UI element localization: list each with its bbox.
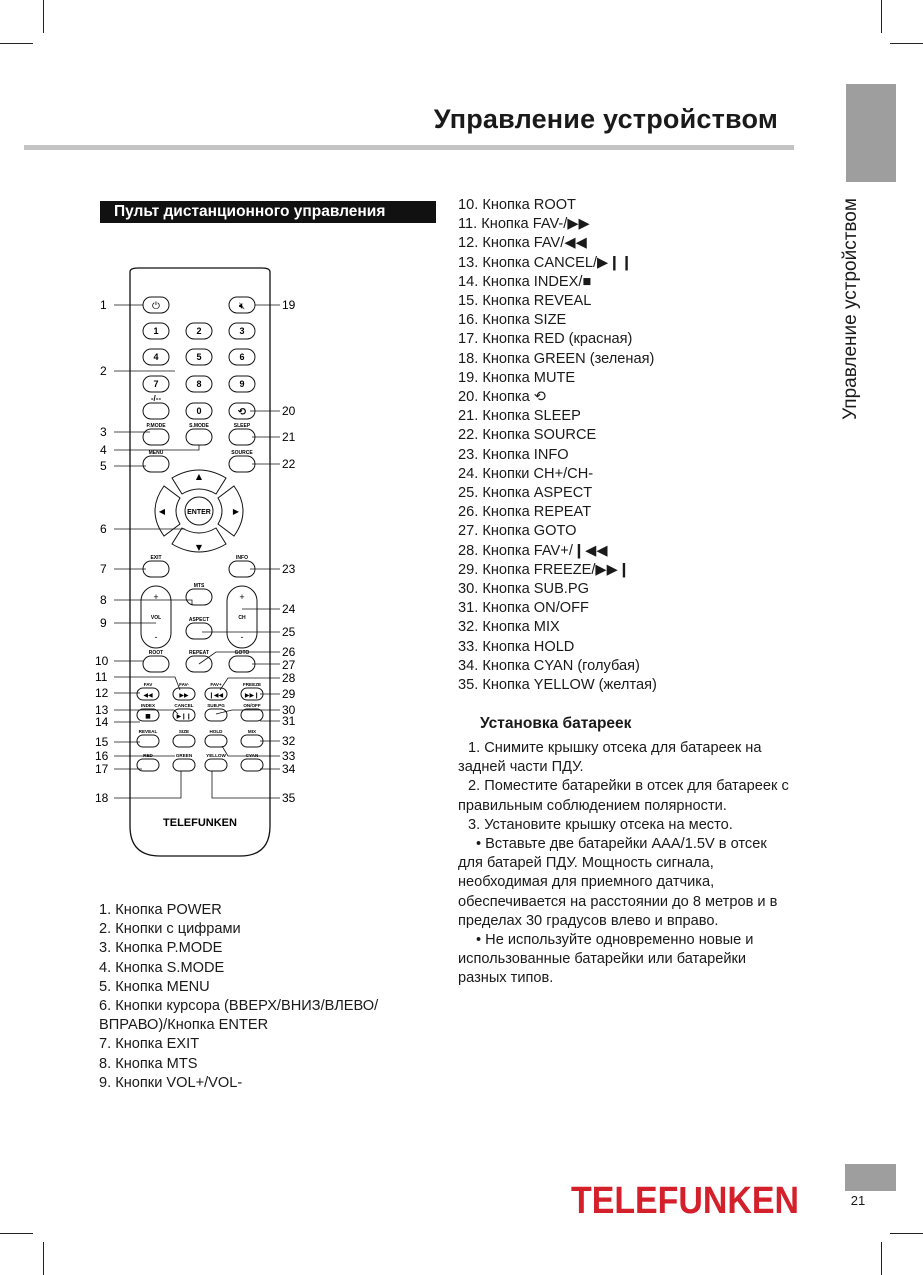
svg-text:12: 12 (95, 686, 109, 700)
exit-button (143, 561, 169, 577)
svg-text:14: 14 (95, 715, 109, 729)
side-tab (846, 84, 896, 182)
label-repeat: REPEAT (189, 650, 209, 656)
pmode-button (143, 429, 169, 445)
digit-8: 8 (196, 379, 202, 389)
svg-text:5: 5 (100, 459, 107, 473)
list-item: 5. Кнопка MENU (99, 978, 210, 995)
svg-text:18: 18 (95, 791, 109, 805)
right-arrow-icon: ▶ (232, 507, 240, 516)
crop-mark (43, 0, 44, 33)
svg-text:REVEAL: REVEAL (138, 729, 158, 734)
goto-button (229, 656, 255, 672)
digit-dash: -/-- (150, 394, 162, 403)
svg-text:MIX: MIX (247, 729, 257, 734)
side-tab-label: Управление устройством (840, 198, 861, 420)
svg-text:31: 31 (282, 714, 296, 728)
crop-mark (881, 0, 882, 33)
list-item: 14. Кнопка INDEX/■ (458, 273, 592, 290)
note-2: • Не используйте одновременно новые и использованные батарейки или батарейки разных типов. (458, 932, 754, 987)
down-arrow-icon: ▼ (195, 543, 203, 552)
list-item: 35. Кнопка YELLOW (желтая) (458, 677, 657, 694)
sleep-button (229, 429, 255, 445)
note-1: • Вставьте две батарейки AAA/1.5V в отсек для батарей ПДУ. Мощность сигнала, необходимая для приемного датчика, обеспечивается на расстоянии до 8 метров и в пределах 30 градусов влево и вправо. (458, 836, 778, 929)
svg-text:4: 4 (100, 443, 107, 457)
crop-mark (43, 1242, 44, 1275)
list-item: 10. Кнопка ROOT (458, 197, 576, 213)
label-info: INFO (236, 555, 248, 561)
aspect-button (186, 623, 212, 639)
svg-text:23: 23 (282, 562, 296, 576)
svg-text:FREEZE: FREEZE (242, 682, 262, 687)
button-list-right (458, 196, 818, 695)
crop-mark (0, 43, 33, 44)
power-icon: ⏻ (152, 301, 160, 312)
digit-9: 9 (239, 379, 245, 389)
svg-text:+: + (153, 592, 159, 602)
step-3: 3. Установите крышку отсека на место. (468, 816, 733, 833)
crop-mark (890, 43, 923, 44)
list-item: 15. Кнопка REVEAL (458, 293, 592, 310)
source-button (229, 456, 255, 472)
label-enter: ENTER (187, 509, 211, 516)
remote-control-illustration (90, 266, 310, 860)
menu-button (143, 456, 169, 472)
label-source: SOURCE (231, 450, 253, 456)
svg-text:21: 21 (282, 430, 296, 444)
digit-1: 1 (153, 326, 159, 336)
label-goto: GOTO (234, 650, 250, 656)
svg-text:32: 32 (282, 734, 296, 748)
crop-mark (881, 1242, 882, 1275)
svg-text:+: + (239, 592, 245, 602)
list-item: 1. Кнопка POWER (99, 902, 222, 918)
list-item: 26. Кнопка REPEAT (458, 504, 592, 521)
svg-text:26: 26 (282, 645, 296, 659)
svg-text:10: 10 (95, 654, 109, 668)
list-item: 3. Кнопка P.MODE (99, 940, 223, 957)
svg-text:29: 29 (282, 687, 296, 701)
svg-text:1: 1 (100, 298, 107, 312)
list-item: 17. Кнопка RED (красная) (458, 331, 633, 348)
list-item: 16. Кнопка SIZE (458, 312, 567, 329)
list-item: 23. Кнопка INFO (458, 446, 569, 463)
title-rule (24, 145, 794, 150)
svg-text:30: 30 (282, 703, 296, 717)
svg-text:SUB.PG: SUB.PG (207, 703, 225, 708)
digit-7: 7 (153, 379, 159, 389)
svg-text:34: 34 (282, 762, 296, 776)
list-item: 27. Кнопка GOTO (458, 523, 577, 540)
svg-text:6: 6 (100, 522, 107, 536)
svg-text:FAV+: FAV+ (210, 682, 222, 687)
smode-button (186, 429, 212, 445)
svg-text:17: 17 (95, 762, 109, 776)
svg-text:YELLOW: YELLOW (206, 753, 226, 758)
list-item: 7. Кнопка EXIT (99, 1036, 200, 1053)
svg-text:◀◀: ◀◀ (143, 692, 153, 699)
svg-text:▶❙❙: ▶❙❙ (176, 713, 192, 720)
svg-text:RED: RED (143, 753, 153, 758)
svg-text:TELEFUNKEN: TELEFUNKEN (571, 1180, 799, 1222)
label-aspect: ASPECT (188, 617, 210, 623)
label-vol: VOL (150, 615, 162, 621)
list-item: 2. Кнопки с цифрами (99, 921, 241, 938)
svg-text:15: 15 (95, 735, 109, 749)
digit-0: 0 (196, 406, 202, 416)
label-mts: MTS (193, 583, 205, 589)
list-item: 33. Кнопка HOLD (458, 638, 575, 655)
svg-text:■: ■ (145, 713, 151, 720)
svg-text:ON/OFF: ON/OFF (243, 703, 261, 708)
svg-text:20: 20 (282, 404, 296, 418)
label-exit: EXIT (150, 555, 162, 561)
list-item: 12. Кнопка FAV/◀◀ (458, 235, 587, 252)
step-1: 1. Снимите крышку отсека для батареек на задней части ПДУ. (458, 740, 762, 776)
digit-2: 2 (196, 326, 202, 336)
svg-text:8: 8 (100, 593, 107, 607)
digit-4: 4 (153, 352, 159, 362)
label-sleep: SLEEP (233, 423, 251, 429)
svg-text:-: - (154, 632, 158, 642)
right-callout-numbers (282, 298, 296, 805)
mts-button (186, 589, 212, 605)
svg-text:9: 9 (100, 616, 107, 630)
list-item: 9. Кнопки VOL+/VOL- (99, 1074, 243, 1091)
svg-text:28: 28 (282, 671, 296, 685)
remote-brand: TELEFUNKEN (163, 817, 237, 829)
crop-mark (0, 1233, 33, 1234)
svg-text:19: 19 (282, 298, 296, 312)
svg-text:FAV: FAV (143, 682, 153, 687)
svg-text:-: - (240, 632, 244, 642)
svg-text:22: 22 (282, 457, 296, 471)
svg-text:INDEX: INDEX (140, 703, 156, 708)
svg-text:25: 25 (282, 625, 296, 639)
svg-text:33: 33 (282, 749, 296, 763)
svg-text:7: 7 (100, 562, 107, 576)
svg-text:SIZE: SIZE (178, 729, 190, 734)
button-list-left (99, 901, 429, 1093)
recall-icon: ⟲ (237, 407, 247, 418)
list-item: 11. Кнопка FAV-/▶▶ (458, 216, 590, 233)
section-heading: Пульт дистанционного управления (100, 201, 436, 223)
batteries-instructions (458, 739, 794, 989)
label-root: ROOT (148, 650, 164, 656)
svg-text:❙◀◀: ❙◀◀ (208, 692, 224, 699)
svg-text:35: 35 (282, 791, 296, 805)
label-menu: MENU (148, 450, 164, 456)
list-item: 20. Кнопка ⟲ (458, 389, 547, 406)
label-smode: S.MODE (189, 423, 209, 429)
telefunken-logo (570, 1180, 800, 1222)
label-ch: CH (238, 615, 246, 621)
list-item: 4. Кнопка S.MODE (99, 959, 225, 976)
list-item: 25. Кнопка ASPECT (458, 485, 593, 502)
root-button (143, 656, 169, 672)
svg-text:11: 11 (95, 670, 108, 684)
list-item: 30. Кнопка SUB.PG (458, 581, 589, 598)
svg-text:FAV-: FAV- (179, 682, 189, 687)
step-2: 2. Поместите батарейки в отсек для батареек с правильным соблюдением полярности. (458, 778, 789, 814)
list-item: 32. Кнопка MIX (458, 619, 560, 636)
digit-6: 6 (239, 352, 245, 362)
page-number: 21 (850, 1193, 866, 1208)
svg-text:HOLD: HOLD (209, 729, 223, 734)
digit-5: 5 (196, 352, 202, 362)
svg-text:CANCEL: CANCEL (174, 703, 194, 708)
list-item: 19. Кнопка MUTE (458, 369, 576, 386)
list-item: 28. Кнопка FAV+/❙◀◀ (458, 542, 608, 559)
list-item: 22. Кнопка SOURCE (458, 427, 597, 444)
list-item: 21. Кнопка SLEEP (458, 408, 581, 425)
list-item: 34. Кнопка CYAN (голубая) (458, 657, 640, 674)
up-arrow-icon: ▲ (195, 472, 203, 481)
svg-text:▶▶: ▶▶ (179, 692, 189, 699)
crop-mark (890, 1233, 923, 1234)
svg-text:CYAN: CYAN (245, 753, 259, 758)
mute-icon: 🔇︎ (238, 301, 246, 312)
list-item: 8. Кнопка MTS (99, 1055, 198, 1072)
list-item: 13. Кнопка CANCEL/▶❙❙ (458, 254, 633, 271)
list-item: 29. Кнопка FREEZE/▶▶❙ (458, 561, 631, 578)
list-item: 31. Кнопка ON/OFF (458, 600, 589, 617)
batteries-heading: Установка батареек (480, 715, 632, 732)
left-arrow-icon: ◀ (158, 507, 166, 516)
list-item: 24. Кнопки CH+/CH- (458, 465, 594, 482)
svg-text:24: 24 (282, 602, 296, 616)
svg-text:GREEN: GREEN (175, 753, 193, 758)
svg-text:13: 13 (95, 703, 109, 717)
svg-text:3: 3 (100, 425, 107, 439)
page-title: Управление устройством (433, 104, 778, 134)
page-tab (845, 1164, 896, 1191)
digit-3: 3 (239, 326, 245, 336)
list-item: 6. Кнопки курсора (ВВЕРХ/ВНИЗ/ВЛЕВО/ВПРАВО)/Кнопка ENTER (99, 998, 379, 1034)
left-callout-numbers (95, 298, 109, 805)
svg-text:2: 2 (100, 364, 107, 378)
svg-text:27: 27 (282, 658, 296, 672)
list-item: 18. Кнопка GREEN (зеленая) (458, 350, 655, 367)
label-pmode: P.MODE (146, 423, 166, 429)
svg-text:▶▶❙: ▶▶❙ (244, 692, 260, 699)
svg-text:16: 16 (95, 749, 109, 763)
